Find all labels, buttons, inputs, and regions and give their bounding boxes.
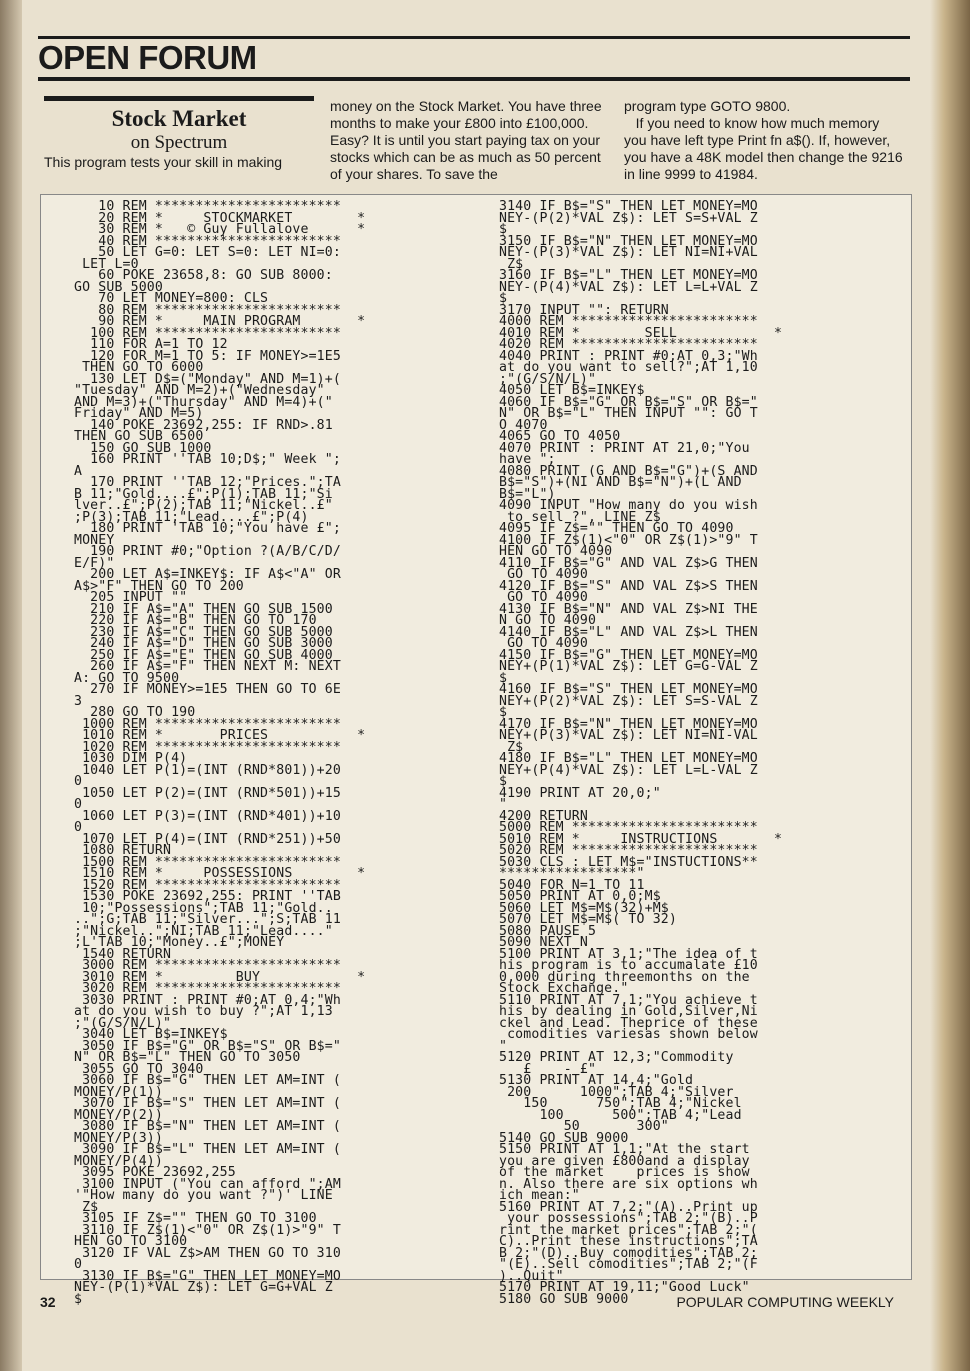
section-header [38,36,910,81]
intro-text-1: This program tests your skill in making [44,154,283,170]
page-footer [40,1294,894,1312]
magazine-name: POPULAR COMPUTING WEEKLY [676,1294,894,1310]
listing-column-right: 3140 IF B$="S" THEN LET MONEY=MO NEY-(P(2)*VAL Z$): LET S=S+VAL Z $ 3150 IF B$="N" THEN LET MONEY=MO NEY-(P(3)*VAL Z$): LET NI=NI+VAL Z$ 3160 IF B$="L" THEN LET MONEY=MO NEY-(P(4)*VAL Z$): LET L=L+VAL Z $ 3170 INPUT "": RETURN 4000 REM *********************** 4010 REM * SELL * 4020 REM *********************** 4040 PRINT : PRINT #0;AT 0,3;"Wh at do you want to sell?";AT 1,10 ;"(G/S/N/L)" 4050 LET B$=INKEY$ 4060 IF B$="G" OR B$="S" OR B$=" N" OR B$="L" THEN INPUT "": GO T O 4070 4065 GO TO 4050 4070 PRINT : PRINT AT 21,0;"You have "; 4080 PRINT (G AND B$="G")+(S AND B$="S")+(NI AND B$="N")+(L AND B$="L") 4090 INPUT "How many do you wish to sell ?", LINE Z$ 4095 IF Z$="" THEN GO TO 4090 4100 IF Z$(1)<"0" OR Z$(1)>"9" T HEN GO TO 4090 4110 IF B$="G" AND VAL Z$>G THEN GO TO 4090 4120 IF B$="S" AND VAL Z$>S THEN GO TO 4090 4130 IF B$="N" AND VAL Z$>NI THE N GO TO 4090 4140 IF B$="L" AND VAL Z$>L THEN GO TO 4090 4150 IF B$="G" THEN LET MONEY=MO NEY+(P(1)*VAL Z$): LET G=G-VAL Z $ 4160 IF B$="S" THEN LET MONEY=MO NEY+(P(2)*VAL Z$): LET S=S-VAL Z $ 4170 IF B$="N" THEN LET MONEY=MO NEY+(P(3)*VAL Z$): LET NI=NI-VAL Z$ 4180 IF B$="L" THEN LET MONEY=MO NEY+(P(4)*VAL Z$): LET L=L-VAL Z $ 4190 PRINT AT 20,0;" " 4200 RETURN 5000 REM *********************** 5010 REM * INSTRUCTIONS * 5020 REM *********************** 5030 CLS : LET M$="INSTUCTIONS** *****************" 5040 FOR N=1 TO 11 5050 PRINT AT 0,0;M$ 5060 LET M$=M$(32)+M$ 5070 LET M$=M$( TO 32) 5080 PAUSE 5 5090 NEXT N 5100 PRINT AT 3,1;"The idea of t his program is to accumalate £10 0,000 during threemonths on the Stock Exchange." 5110 PRINT AT 7,1;"You achieve t his by dealing in Gold,Silver,Ni ckel and Lead. Theprice of these comodities variesas shown below " 5120 PRINT AT 12,3;"Commodity £ - £" 5130 PRINT AT 14,4;"Gold 200 1000";TAB 4;"Silver 150 750";TAB 4;"Nickel 100 500";TAB 4;"Lead 50 300" 5140 GO SUB 9000 5150 PRINT AT 1,1;"At the start you are given £800and a display of the market prices is show n. Also there are six options wh ich mean:" 5160 PRINT AT 7,2;"(A)..Print up your possessions";TAB 2;"(B)..P rint the market prices";TAB 2;"( C)..Print these instructions";TA B 2;"(D)..Buy comodities";TAB 2; "(E)..Sell comodities";TAB 2;"(F )..Quit" 5170 PRINT AT 19,11;"Good Luck" 5180 GO SUB 9000 [499,199,783,1307]
adjacent-page-edge [930,0,970,1371]
intro-column-3: program type GOTO 9800. If you need to know how much memory you have left type Print fn a$(). If, however, you have a 48K model then change the 9216 in line 9999 to 41984. [624,98,903,182]
article-subtitle: on Spectrum [130,132,228,153]
article-title: Stock Market [111,106,247,131]
article-intro [44,96,904,184]
page-spine-shadow [0,0,22,1371]
intro-column-2: money on the Stock Market. You have three months to make your £800 into £100,000. Easy? It is until you start paying tax on your stocks which can be as much as 50 percent of your shares. To save the [330,98,602,182]
title-rule [44,96,314,101]
section-title: OPEN FORUM [38,39,257,76]
page-number: 32 [40,1294,56,1310]
intro-column-1 [44,96,314,171]
listing-column-left: 10 REM *********************** 20 REM * STOCKMARKET * 30 REM * © Guy Fullalove * 40 REM *********************** 50 LET G=0: LET S=0: LET NI=0: LET L=0 60 POKE 23658,8: GO SUB 8000: GO SUB 5000 70 LET MONEY=800: CLS 80 REM *********************** 90 REM * MAIN PROGRAM * 100 REM *********************** 110 FOR A=1 TO 12 120 FOR M=1 TO 5: IF MONEY>=1E5 THEN GO TO 6000 130 LET D$=("Monday" AND M=1)+( "Tuesday" AND M=2)+("Wednesday" AND M=3)+("Thursday" AND M=4)+(" Friday" AND M=5) 140 POKE 23692,255: IF RND>.81 THEN GO SUB 6500 150 GO SUB 1000 160 PRINT ''TAB 10;D$;" Week "; A 170 PRINT ''TAB 12;"Prices.";TA B 11;"Gold....£";P(1);TAB 11;"Si lver..£";P(2);TAB 11;"Nickel..£" ;P(3);TAB 11;"Lead....£";P(4) 180 PRINT 'TAB 10;"You have £"; MONEY 190 PRINT #0;"Option ?(A/B/C/D/ E/F)" 200 LET A$=INKEY$: IF A$<"A" OR A$>"F" THEN GO TO 200 205 INPUT "" 210 IF A$="A" THEN GO SUB 1500 220 IF A$="B" THEN GO TO 170 230 IF A$="C" THEN GO SUB 5000 240 IF A$="D" THEN GO SUB 3000 250 IF A$="E" THEN GO SUB 4000 260 IF A$="F" THEN NEXT M: NEXT A: GO TO 9500 270 IF MONEY>=1E5 THEN GO TO 6E 3 280 GO TO 190 1000 REM *********************** 1010 REM * PRICES * 1020 REM *********************** 1030 DIM P(4) 1040 LET P(1)=(INT (RND*801))+20 0 1050 LET P(2)=(INT (RND*501))+15 0 1060 LET P(3)=(INT (RND*401))+10 0 1070 LET P(4)=(INT (RND*251))+50 1080 RETURN 1500 REM *********************** 1510 REM * POSSESSIONS * 1520 REM *********************** 1530 POKE 23692,255: PRINT ''TAB 10;"Possessions";TAB 11;"Gold.. ..";G;TAB 11;"Silver...";S;TAB 11 ;"Nickel..";NI;TAB 11;"Lead...." ;L'TAB 10;"Money..£";MONEY 1540 RETURN 3000 REM *********************** 3010 REM * BUY * 3020 REM *********************** 3030 PRINT : PRINT #0;AT 0,4;"Wh at do you wish to buy ?";AT 1,13 ;"(G/S/N/L)" 3040 LET B$=INKEY$ 3050 IF B$="G" OR B$="S" OR B$=" N" OR B$="L" THEN GO TO 3050 3055 GO TO 3040 3060 IF B$="G" THEN LET AM=INT ( MONEY/P(1)) 3070 IF B$="S" THEN LET AM=INT ( MONEY/P(2)) 3080 IF B$="N" THEN LET AM=INT ( MONEY/P(3)) 3090 IF B$="L" THEN LET AM=INT ( MONEY/P(4)) 3095 POKE 23692,255 3100 INPUT ("You can afford ";AM '"How many do you want ?")' LINE Z$ 3105 IF Z$="" THEN GO TO 3100 3110 IF Z$(1)<"0" OR Z$(1)>"9" T HEN GO TO 3100 3120 IF VAL Z$>AM THEN GO TO 310 0 3130 IF B$="G" THEN LET MONEY=MO NEY-(P(1)*VAL Z$): LET G=G+VAL Z $ [74,199,366,1307]
header-rule-bottom [38,77,910,81]
